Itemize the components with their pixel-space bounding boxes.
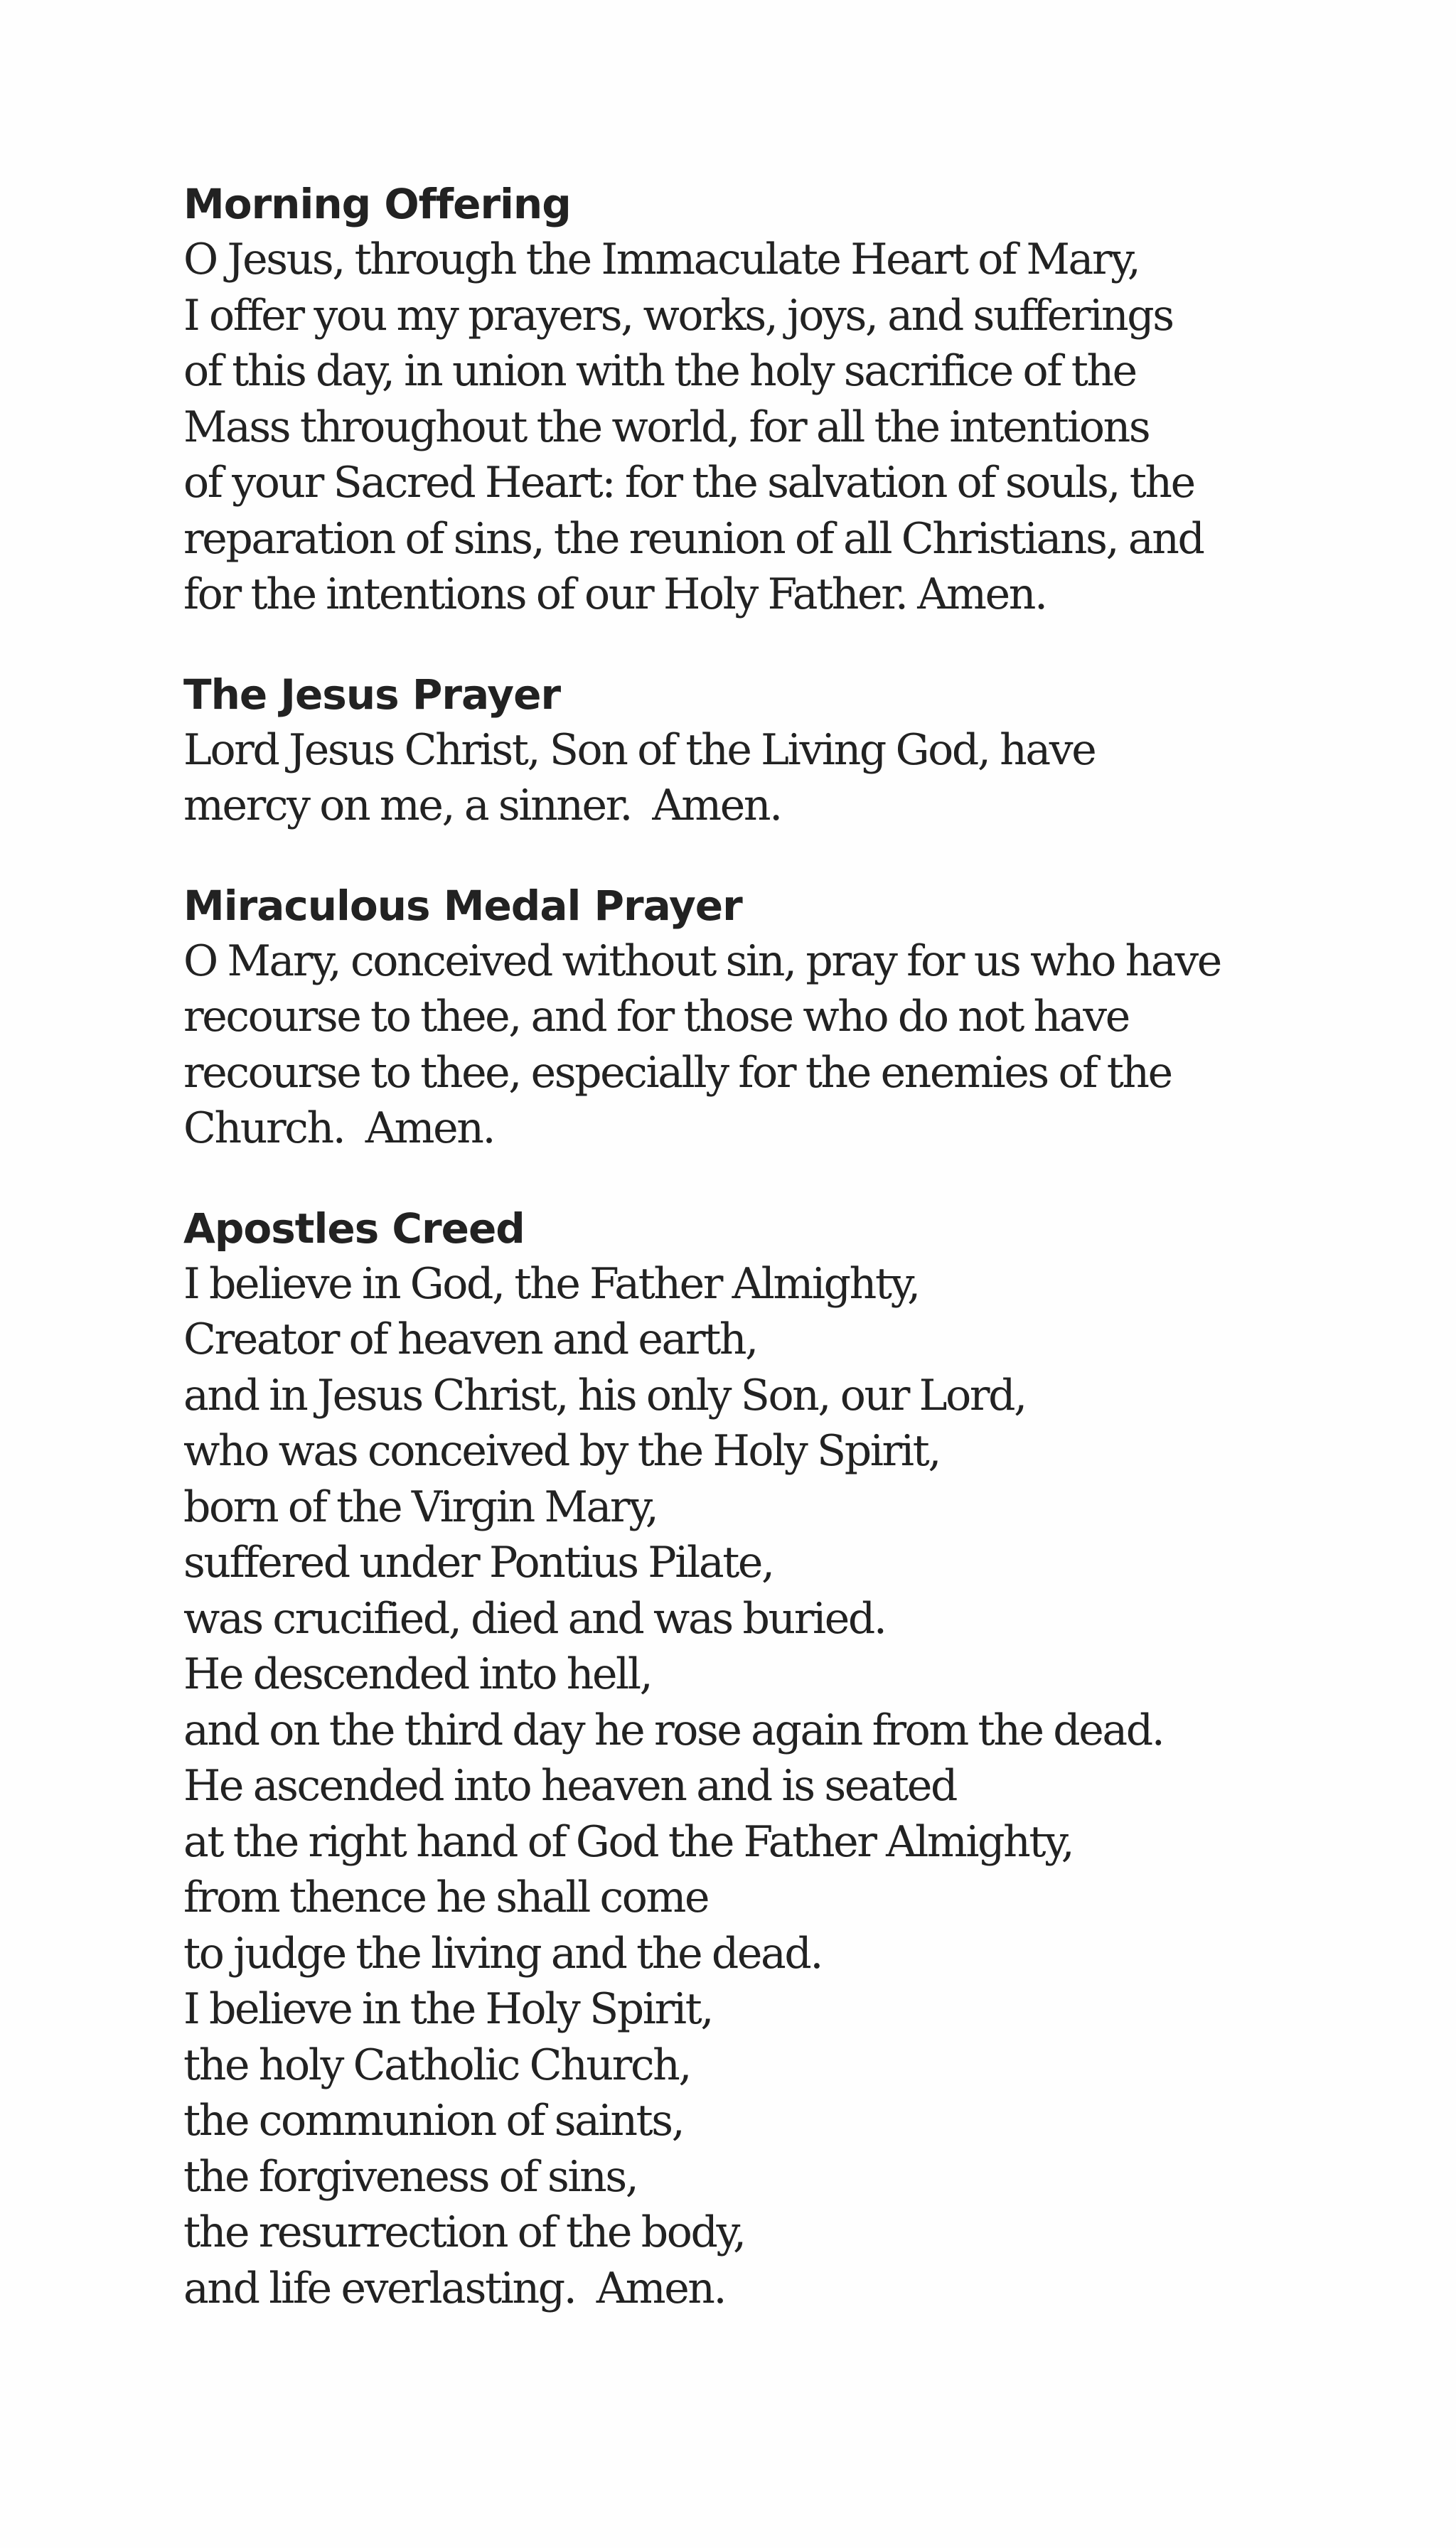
prayer-line: from thence he shall come (183, 1873, 709, 1922)
prayer-line: suffered under Pontius Pilate, (183, 1538, 774, 1588)
prayer-line: He descended into hell, (183, 1649, 652, 1699)
prayer-line: mercy on me, a sinner. Amen. (183, 781, 781, 830)
morning-offering-section (183, 176, 1349, 623)
prayer-line: the communion of saints, (183, 2096, 684, 2146)
prayer-line: He ascended into heaven and is seated (183, 1761, 957, 1811)
prayer-line: to judge the living and the dead. (183, 1928, 823, 1979)
prayer-line: and on the third day he rose again from the dead. (183, 1705, 1164, 1755)
prayer-line: and life everlasting. Amen. (183, 2263, 726, 2313)
prayer-line: recourse to thee, especially for the enemies of the (183, 1047, 1172, 1098)
prayer-title: Morning Offering (183, 180, 571, 228)
prayer-title: The Jesus Prayer (183, 670, 561, 719)
prayer-line: the forgiveness of sins, (183, 2151, 638, 2202)
prayer-line: for the intentions of our Holy Father. Amen. (183, 569, 1046, 619)
prayer-line: I believe in God, the Father Almighty, (183, 1258, 919, 1309)
prayer-line: the holy Catholic Church, (183, 2040, 691, 2090)
prayer-line: of your Sacred Heart: for the salvation of souls, the (183, 458, 1194, 508)
prayer-line: who was conceived by the Holy Spirit, (183, 1426, 941, 1476)
prayer-line: Creator of heaven and earth, (183, 1315, 757, 1364)
prayer-line: at the right hand of God the Father Almighty, (183, 1816, 1074, 1867)
prayer-line: Mass throughout the world, for all the intentions (183, 402, 1150, 452)
prayer-line: and in Jesus Christ, his only Son, our Lord, (183, 1370, 1026, 1420)
prayer-line: reparation of sins, the reunion of all Christians, and (183, 513, 1204, 564)
prayer-title: Apostles Creed (183, 1204, 525, 1253)
prayer-line: the resurrection of the body, (183, 2207, 745, 2257)
prayer-line: I believe in the Holy Spirit, (183, 1984, 713, 2034)
prayer-title: Miraculous Medal Prayer (183, 881, 742, 930)
prayer-line: Lord Jesus Christ, Son of the Living God, have (183, 724, 1096, 775)
prayer-line: O Mary, conceived without sin, pray for us who have (183, 936, 1221, 986)
prayer-card (183, 176, 1349, 2360)
prayer-line: I offer you my prayers, works, joys, and sufferings (183, 290, 1173, 341)
apostles-creed-section (183, 1201, 1349, 2317)
prayer-line: recourse to thee, and for those who do not have (183, 992, 1129, 1042)
prayer-line: of this day, in union with the holy sacrifice of the (183, 346, 1136, 396)
prayer-line: Church. Amen. (183, 1103, 495, 1153)
prayer-line: born of the Virgin Mary, (183, 1482, 658, 1532)
prayer-line: was crucified, died and was buried. (183, 1593, 886, 1644)
miraculous-medal-section (183, 878, 1349, 1157)
jesus-prayer-section (183, 667, 1349, 834)
prayer-line: O Jesus, through the Immaculate Heart of Mary, (183, 235, 1140, 284)
